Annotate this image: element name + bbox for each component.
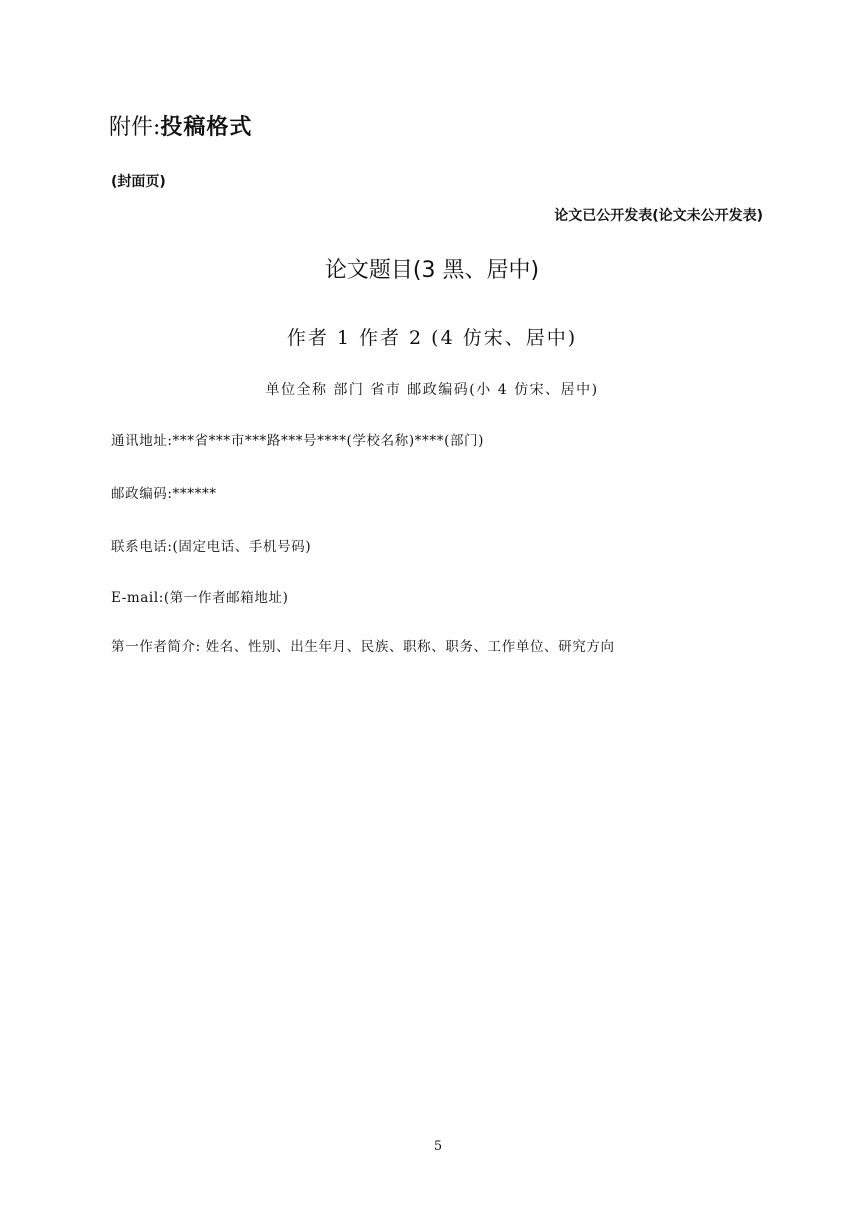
attachment-prefix: 附件: [109,115,161,140]
author-bio-field: 第一作者简介: 姓名、性别、出生年月、民族、职称、职务、工作单位、研究方向 [111,639,615,655]
paper-title: 论文题目(3 黑、居中) [324,258,540,283]
page-number: 5 [433,1139,443,1154]
publication-status: 论文已公开发表(论文未公开发表) [554,208,763,224]
affiliation-line: 单位全称 部门 省市 邮政编码(小 4 仿宋、居中) [265,382,599,398]
email-field: E-mail:(第一作者邮箱地址) [111,590,289,606]
authors-line: 作者 1 作者 2 (4 仿宋、居中) [286,327,578,349]
postcode-field: 邮政编码:****** [111,486,217,502]
cover-page-label: (封面页) [111,174,166,190]
phone-field: 联系电话:(固定电话、手机号码) [111,539,312,555]
attachment-title: 投稿格式 [160,115,253,140]
attachment-heading [109,114,252,142]
address-field: 通讯地址:***省***市***路***号****(学校名称)****(部门) [111,433,485,449]
